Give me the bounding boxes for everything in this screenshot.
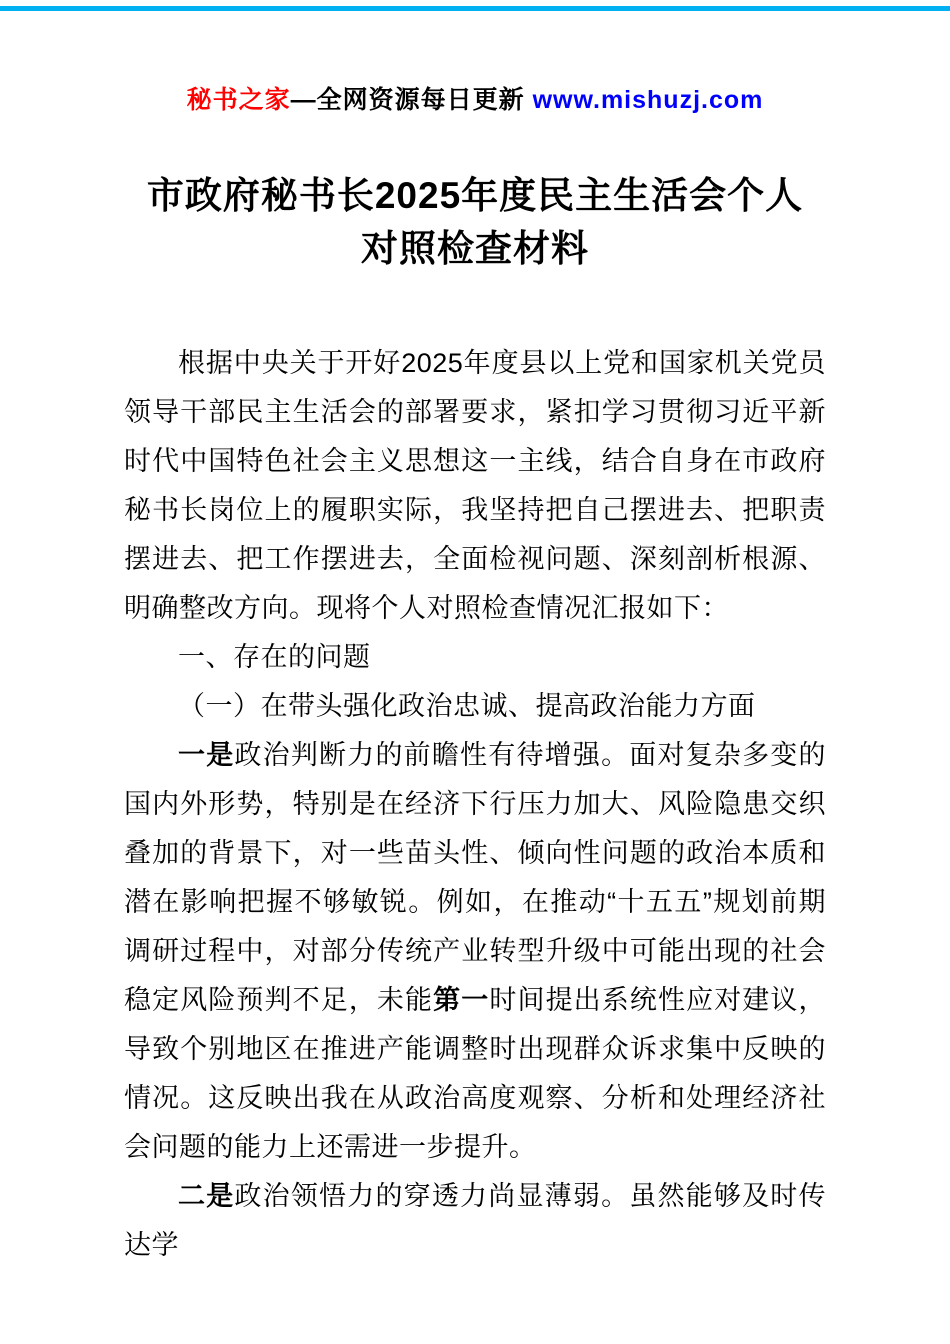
site-brand: 秘书之家 — [186, 86, 291, 114]
text-run: （一）在带头强化政治忠诚、提高政治能力方面 — [178, 691, 756, 722]
paragraph — [124, 731, 826, 1172]
site-tagline: —全网资源每日更新 — [290, 86, 533, 114]
subsection-heading — [124, 682, 826, 731]
text-run: 一、存在的问题 — [178, 642, 371, 673]
top-divider — [0, 6, 950, 11]
section-heading — [124, 633, 826, 682]
site-url-link[interactable]: www.mishuzj.com — [532, 86, 764, 114]
document-title: 市政府秘书长2025年度民主生活会个人对照检查材料 — [146, 175, 804, 269]
document-body — [124, 339, 826, 1270]
text-run: 时间提出系统性应对建议，导致个别地区在推进产能调整时出现群众诉求集中反映的情况。这反映出我在从政治高度观察、分析和处理经济社会问题的能力上还需进一步提升。 — [124, 985, 827, 1163]
text-run: 政治判断力的前瞻性有待增强。面对复杂多变的国内外形势，特别是在经济下行压力加大、风险隐患交织叠加的背景下，对一些苗头性、倾向性问题的政治本质和潜在影响把握不够敏锐。例如，在推动“十五五”规划前期调研过程中，对部分传统产业转型升级中可能出现的社会稳定风险预判不足，未能 — [124, 740, 827, 1016]
text-run: 一是 — [178, 740, 235, 771]
paragraph — [124, 339, 826, 633]
site-header — [0, 0, 950, 116]
text-run: 根据中央关于开好2025年度县以上党和国家机关党员领导干部民主生活会的部署要求，紧扣学习贯彻习近平新时代中国特色社会主义思想这一主线，结合自身在市政府秘书长岗位上的履职实际，我坚持把自己摆进去、把职责摆进去、把工作摆进去，全面检视问题、深刻剖析根源、明确整改方向。现将个人对照检查情况汇报如下： — [124, 348, 826, 624]
paragraph — [124, 1172, 826, 1270]
text-run: 政治领悟力的穿透力尚显薄弱。虽然能够及时传达学 — [124, 1181, 827, 1261]
text-run: 第一 — [433, 985, 490, 1016]
text-run: 二是 — [178, 1181, 235, 1212]
